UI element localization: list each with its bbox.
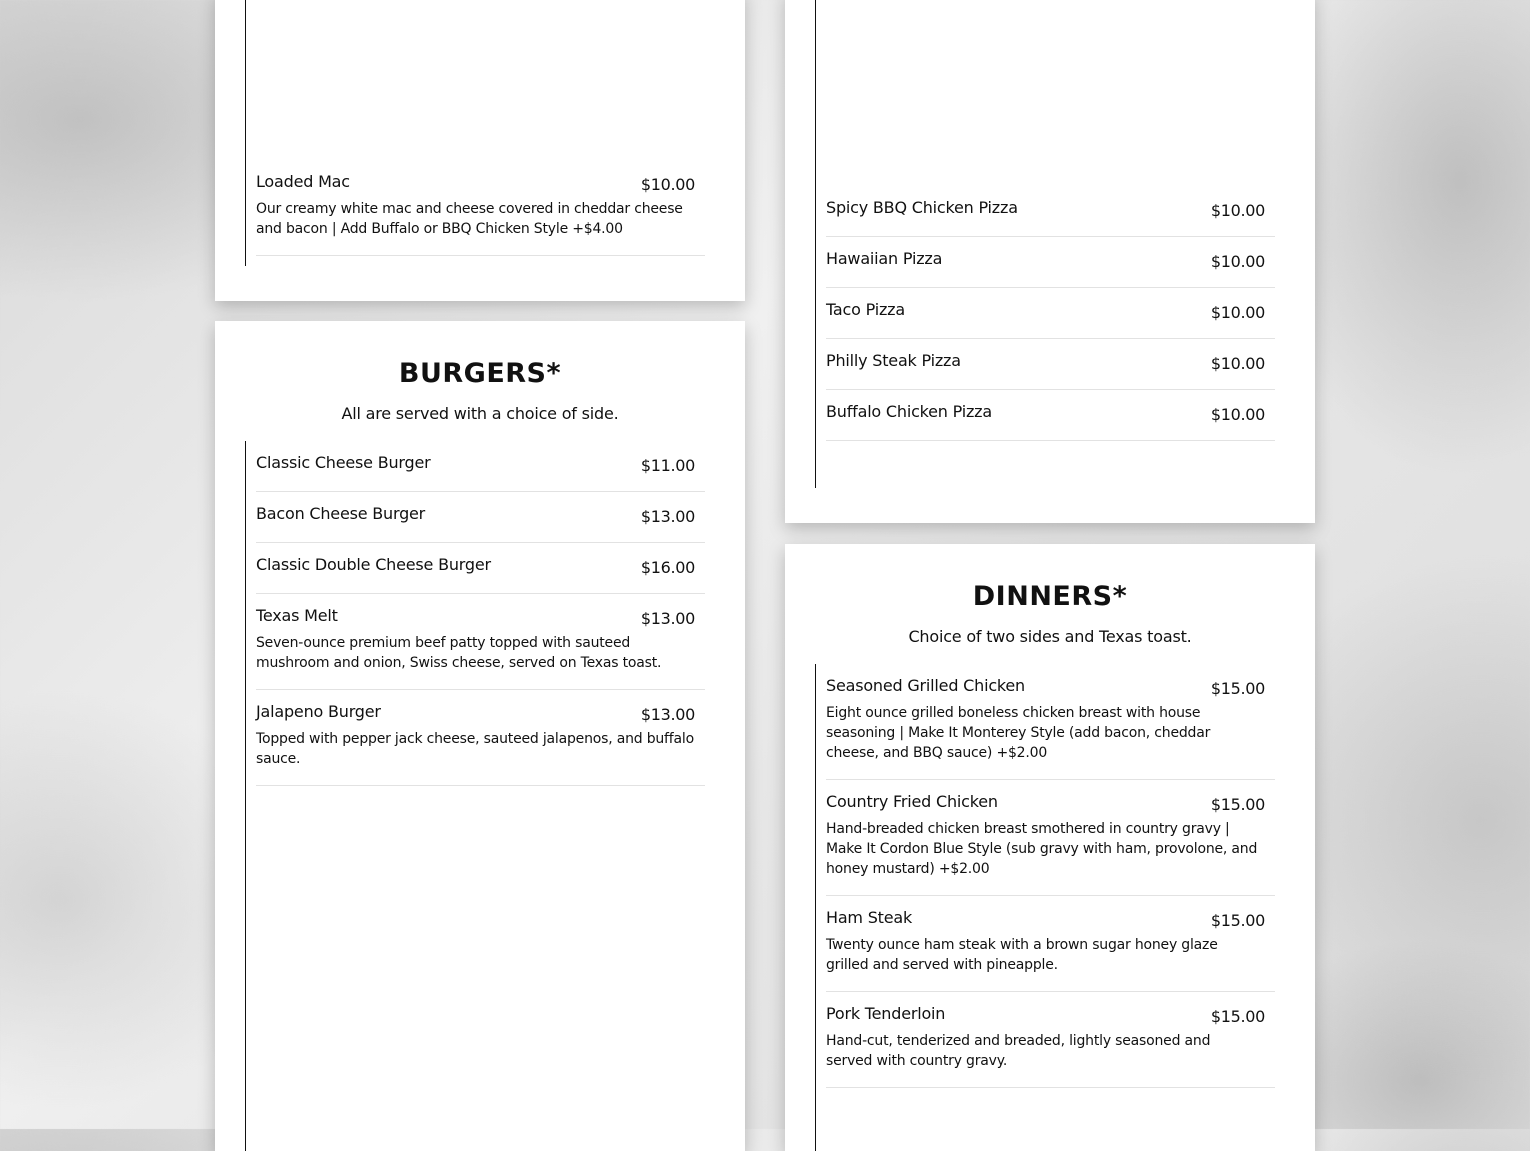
item-price: $15.00 (1210, 795, 1265, 814)
item-price: $10.00 (1210, 252, 1265, 271)
section-subtitle: All are served with a choice of side. (341, 404, 619, 423)
item-name: Loaded Mac (256, 172, 350, 191)
item-name: Seasoned Grilled Chicken (826, 676, 1025, 695)
section-title: BURGERS* (398, 358, 562, 389)
menu-item (256, 594, 705, 690)
item-description: Seven-ounce premium beef patty topped with sauteed mushroom and onion, Swiss cheese, served on Texas toast. (256, 635, 662, 671)
item-price: $10.00 (640, 175, 695, 194)
item-name: Texas Melt (256, 606, 338, 625)
item-name: Pork Tenderloin (826, 1004, 946, 1023)
pizza-menu-list (815, 0, 1275, 488)
item-row (826, 792, 1265, 814)
item-price: $10.00 (1210, 405, 1265, 424)
item-price: $15.00 (1210, 679, 1265, 698)
item-price: $10.00 (1210, 354, 1265, 373)
item-name: Bacon Cheese Burger (256, 504, 426, 523)
item-description: Eight ounce grilled boneless chicken breast with house seasoning | Make It Monterey Style (add bacon, cheddar cheese, and BBQ sauce) +$2.00 (826, 705, 1211, 761)
item-price: $13.00 (640, 705, 695, 724)
list-spacer (816, 0, 1275, 186)
item-description: Hand-breaded chicken breast smothered in country gravy | Make It Cordon Blue Style (sub gravy with ham, provolone, and honey mustard) +$2.00 (826, 821, 1258, 877)
menu-item (256, 441, 705, 492)
item-row (826, 402, 1265, 424)
burgers-menu-list (245, 441, 705, 1151)
item-price: $15.00 (1210, 911, 1265, 930)
dinners-card (785, 544, 1315, 1151)
item-row (826, 198, 1265, 220)
item-row (826, 351, 1265, 373)
item-name: Hawaiian Pizza (826, 249, 943, 268)
item-price: $15.00 (1210, 1007, 1265, 1026)
menu-item (256, 690, 705, 786)
item-name: Country Fried Chicken (826, 792, 998, 811)
item-row (256, 702, 695, 724)
pizza-card (785, 0, 1315, 523)
menu-item (826, 664, 1275, 780)
item-name: Ham Steak (826, 908, 913, 927)
menu-item (826, 186, 1275, 237)
item-description: Hand-cut, tenderized and breaded, lightly seasoned and served with country gravy. (826, 1033, 1211, 1069)
list-spacer (246, 0, 705, 148)
dinners-menu-list (815, 664, 1275, 1151)
mac-menu-list (245, 0, 705, 266)
mac-card (215, 0, 745, 301)
item-row (256, 606, 695, 628)
item-row (826, 249, 1265, 271)
menu-item (826, 896, 1275, 992)
item-price: $10.00 (1210, 201, 1265, 220)
item-price: $13.00 (640, 609, 695, 628)
item-row (826, 908, 1265, 930)
item-row (826, 300, 1265, 322)
item-row (256, 172, 695, 194)
item-price: $16.00 (640, 558, 695, 577)
item-price: $13.00 (640, 507, 695, 526)
menu-item (256, 543, 705, 594)
item-name: Spicy BBQ Chicken Pizza (826, 198, 1018, 217)
item-name: Classic Double Cheese Burger (256, 555, 491, 574)
menu-item (826, 288, 1275, 339)
item-name: Jalapeno Burger (256, 702, 381, 721)
item-row (256, 555, 695, 577)
menu-item (826, 339, 1275, 390)
item-price: $10.00 (1210, 303, 1265, 322)
item-name: Philly Steak Pizza (826, 351, 961, 370)
item-description: Topped with pepper jack cheese, sauteed jalapenos, and buffalo sauce. (256, 731, 694, 767)
menu-item (826, 390, 1275, 441)
burgers-card (215, 321, 745, 1151)
item-row (256, 453, 695, 475)
menu-item (826, 992, 1275, 1088)
menu-item (826, 780, 1275, 896)
item-description: Our creamy white mac and cheese covered in cheddar cheese and bacon | Add Buffalo or BBQ Chicken Style +$4.00 (256, 201, 683, 237)
section-title: DINNERS* (972, 581, 1128, 612)
item-row (256, 504, 695, 526)
menu-item (256, 492, 705, 543)
item-name: Classic Cheese Burger (256, 453, 431, 472)
item-row (826, 676, 1265, 698)
section-subtitle: Choice of two sides and Texas toast. (908, 627, 1192, 646)
item-price: $11.00 (640, 456, 695, 475)
menu-item (826, 237, 1275, 288)
item-row (826, 1004, 1265, 1026)
item-name: Taco Pizza (826, 300, 905, 319)
item-description: Twenty ounce ham steak with a brown sugar honey glaze grilled and served with pineapple. (826, 937, 1218, 973)
menu-item-loaded-mac (256, 148, 705, 256)
item-name: Buffalo Chicken Pizza (826, 402, 992, 421)
